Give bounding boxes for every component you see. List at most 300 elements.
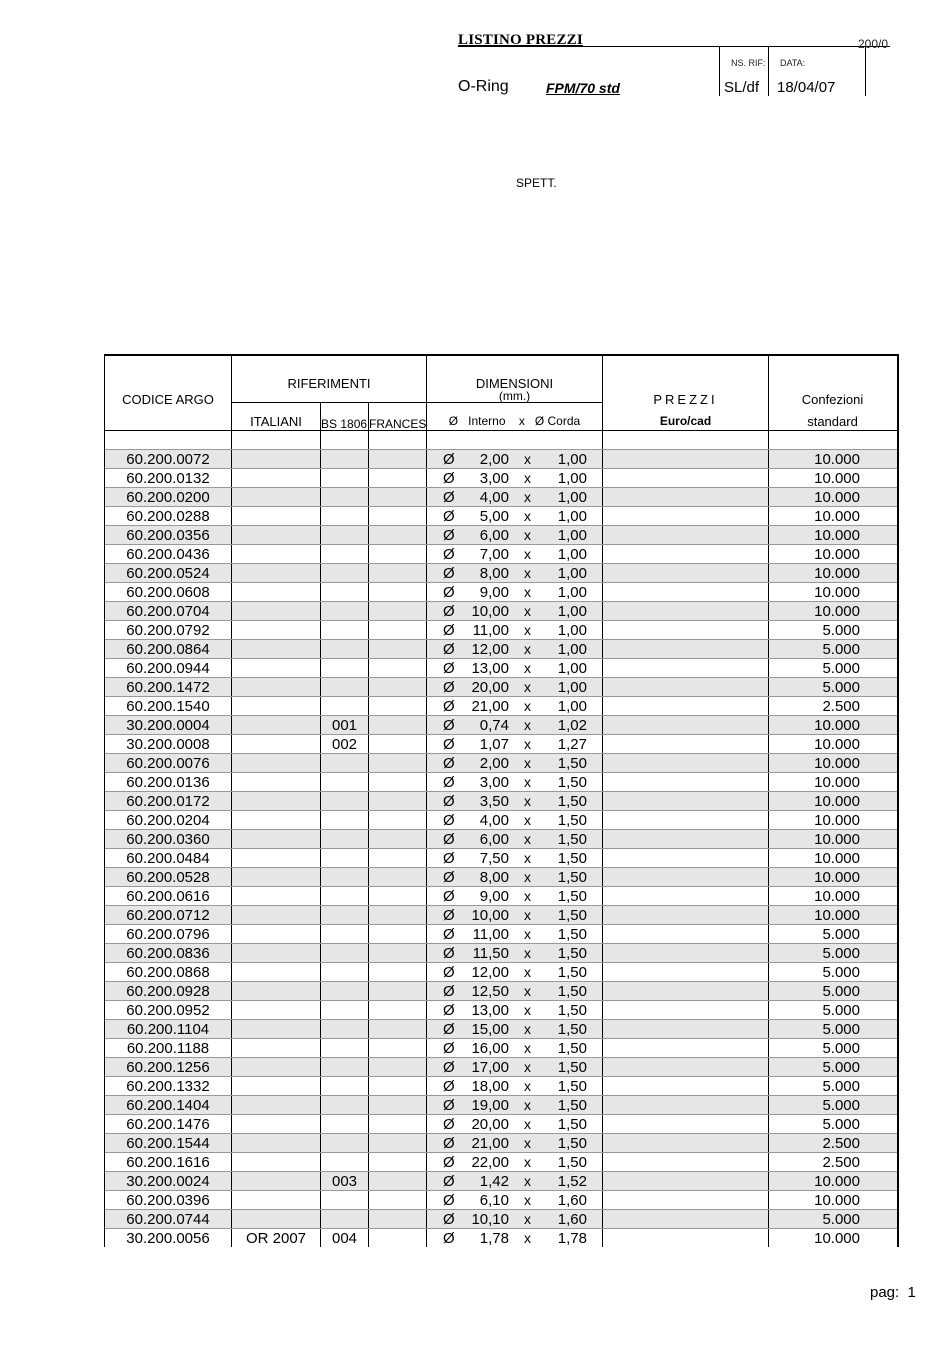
- frances-cell: [369, 792, 427, 810]
- dimensioni-cell: [427, 469, 603, 487]
- table-row: [105, 678, 897, 697]
- bs1806-cell: [321, 849, 369, 867]
- confezione-value: 5.000: [822, 1021, 860, 1038]
- interno-value: 18,00: [471, 1078, 509, 1095]
- codice-cell: 60.200.0944: [105, 659, 232, 677]
- interno-value: 8,00: [479, 565, 509, 582]
- bs1806-cell: [321, 887, 369, 905]
- corda-value: 1,50: [557, 1002, 587, 1019]
- confezione-cell: [769, 526, 896, 544]
- frances-cell: [369, 697, 427, 715]
- frances-cell: [369, 754, 427, 772]
- corda-value: 1,78: [557, 1230, 587, 1247]
- dimensioni-cell: [427, 1172, 603, 1190]
- interno-value: 6,00: [479, 831, 509, 848]
- table-row: [105, 450, 897, 469]
- dimensioni-cell: [427, 830, 603, 848]
- times-symbol: x: [524, 1021, 531, 1037]
- times-symbol: x: [524, 622, 531, 638]
- codice-cell: 60.200.1476: [105, 1115, 232, 1133]
- confezione-cell: [769, 450, 896, 468]
- frances-cell: [369, 811, 427, 829]
- header-codice: [105, 356, 232, 430]
- italiani-cell: OR 2007: [232, 1229, 321, 1247]
- prezzo-cell: [603, 1115, 769, 1133]
- confezione-cell: [769, 906, 896, 924]
- price-table: [104, 354, 899, 1247]
- bs1806-cell: [321, 1039, 369, 1057]
- confezione-value: 5.000: [822, 660, 860, 677]
- times-symbol: x: [524, 527, 531, 543]
- italiani-cell: [232, 526, 321, 544]
- confezione-cell: [769, 678, 896, 696]
- diameter-symbol: Ø: [443, 527, 455, 544]
- header-prezzi: [603, 356, 769, 430]
- times-symbol: x: [524, 451, 531, 467]
- italiani-cell: [232, 1058, 321, 1076]
- italiani-cell: [232, 773, 321, 791]
- interno-value: 2,00: [479, 755, 509, 772]
- confezione-cell: [769, 1153, 896, 1171]
- header-riferimenti: [232, 356, 427, 430]
- times-symbol: x: [524, 1116, 531, 1132]
- codice-cell: 60.200.1616: [105, 1153, 232, 1171]
- confezione-cell: [769, 1001, 896, 1019]
- times-symbol: x: [524, 603, 531, 619]
- italiani-cell: [232, 1001, 321, 1019]
- times-symbol: x: [524, 907, 531, 923]
- dimensioni-cell: [427, 1115, 603, 1133]
- diameter-symbol: Ø: [443, 584, 455, 601]
- frances-cell: [369, 887, 427, 905]
- corda-value: 1,50: [557, 755, 587, 772]
- confezione-value: 5.000: [822, 1211, 860, 1228]
- dimensioni-cell: [427, 982, 603, 1000]
- bs1806-cell: [321, 640, 369, 658]
- corda-value: 1,50: [557, 983, 587, 1000]
- table-row: [105, 963, 897, 982]
- interno-value: 0,74: [479, 717, 509, 734]
- dimensioni-cell: [427, 697, 603, 715]
- interno-value: 1,42: [479, 1173, 509, 1190]
- confezione-value: 10.000: [814, 755, 860, 772]
- frances-cell: [369, 507, 427, 525]
- header-italiani-label: ITALIANI: [250, 414, 302, 429]
- header-dimensioni: [427, 356, 603, 430]
- codice-cell: 60.200.0072: [105, 450, 232, 468]
- dimensioni-cell: [427, 944, 603, 962]
- codice-cell: 60.200.1188: [105, 1039, 232, 1057]
- table-row: [105, 830, 897, 849]
- italiani-cell: [232, 678, 321, 696]
- bs1806-cell: [321, 583, 369, 601]
- table-row: [105, 716, 897, 735]
- confezione-value: 10.000: [814, 850, 860, 867]
- confezione-value: 2.500: [822, 698, 860, 715]
- times-symbol: x: [524, 489, 531, 505]
- times-symbol: x: [524, 1173, 531, 1189]
- diameter-symbol: Ø: [443, 1040, 455, 1057]
- dimensioni-cell: [427, 621, 603, 639]
- confezione-value: 10.000: [814, 508, 860, 525]
- bs1806-cell: [321, 982, 369, 1000]
- prezzo-cell: [603, 1153, 769, 1171]
- frances-cell: [369, 602, 427, 620]
- bs1806-cell: [321, 545, 369, 563]
- prezzo-cell: [603, 906, 769, 924]
- confezione-value: 10.000: [814, 489, 860, 506]
- dimensioni-cell: [427, 849, 603, 867]
- frances-cell: [369, 1058, 427, 1076]
- italiani-cell: [232, 792, 321, 810]
- prezzo-cell: [603, 1191, 769, 1209]
- bs1806-cell: [321, 811, 369, 829]
- confezione-cell: [769, 1134, 896, 1152]
- interno-value: 20,00: [471, 679, 509, 696]
- table-row: [105, 507, 897, 526]
- codice-cell: 60.200.1332: [105, 1077, 232, 1095]
- dimensioni-cell: [427, 716, 603, 734]
- bs1806-cell: [321, 944, 369, 962]
- interno-value: 10,10: [471, 1211, 509, 1228]
- spacer-row: [105, 431, 897, 450]
- bs1806-cell: [321, 659, 369, 677]
- diameter-symbol: Ø: [443, 983, 455, 1000]
- codice-cell: 60.200.0288: [105, 507, 232, 525]
- header-divider: [719, 46, 720, 96]
- prezzo-cell: [603, 1039, 769, 1057]
- prezzo-cell: [603, 925, 769, 943]
- interno-value: 12,00: [471, 964, 509, 981]
- times-symbol: x: [524, 1230, 531, 1246]
- bs1806-cell: [321, 1001, 369, 1019]
- frances-cell: [369, 1134, 427, 1152]
- italiani-cell: [232, 545, 321, 563]
- prezzo-cell: [603, 773, 769, 791]
- dimensioni-cell: [427, 1134, 603, 1152]
- times-symbol: x: [524, 546, 531, 562]
- confezione-value: 5.000: [822, 1002, 860, 1019]
- bs1806-cell: [321, 1153, 369, 1171]
- dimensioni-cell: [427, 868, 603, 886]
- corda-value: 1,50: [557, 1021, 587, 1038]
- table-row: [105, 1001, 897, 1020]
- corda-value: 1,00: [557, 508, 587, 525]
- italiani-cell: [232, 982, 321, 1000]
- diameter-symbol: Ø: [443, 907, 455, 924]
- codice-cell: 60.200.1472: [105, 678, 232, 696]
- date-label: DATA:: [780, 58, 806, 68]
- codice-cell: 60.200.0528: [105, 868, 232, 886]
- frances-cell: [369, 564, 427, 582]
- prezzo-cell: [603, 526, 769, 544]
- dimensioni-cell: [427, 659, 603, 677]
- frances-cell: [369, 963, 427, 981]
- corda-value: 1,50: [557, 1097, 587, 1114]
- table-row: [105, 697, 897, 716]
- confezione-value: 5.000: [822, 1059, 860, 1076]
- bs1806-cell: [321, 678, 369, 696]
- corda-value: 1,50: [557, 964, 587, 981]
- corda-value: 1,60: [557, 1211, 587, 1228]
- prezzo-cell: [603, 678, 769, 696]
- prezzo-cell: [603, 545, 769, 563]
- confezione-cell: [769, 982, 896, 1000]
- confezione-value: 10.000: [814, 584, 860, 601]
- interno-value: 22,00: [471, 1154, 509, 1171]
- dimensioni-cell: [427, 1096, 603, 1114]
- diameter-symbol: Ø: [443, 1173, 455, 1190]
- codice-cell: 30.200.0056: [105, 1229, 232, 1247]
- times-symbol: x: [524, 926, 531, 942]
- codice-cell: 60.200.0436: [105, 545, 232, 563]
- italiani-cell: [232, 564, 321, 582]
- dimensioni-cell: [427, 602, 603, 620]
- dimensioni-cell: [427, 488, 603, 506]
- header-confezioni: [769, 356, 896, 430]
- header-riferimenti-label: RIFERIMENTI: [287, 376, 371, 391]
- dimensioni-cell: [427, 754, 603, 772]
- prezzo-cell: [603, 621, 769, 639]
- italiani-cell: [232, 602, 321, 620]
- interno-value: 6,00: [479, 527, 509, 544]
- bs1806-cell: [321, 1077, 369, 1095]
- table-row: [105, 735, 897, 754]
- dimensioni-cell: [427, 735, 603, 753]
- times-symbol: x: [524, 793, 531, 809]
- italiani-cell: [232, 1153, 321, 1171]
- diameter-symbol: Ø: [443, 451, 455, 468]
- dimensioni-cell: [427, 1153, 603, 1171]
- table-row: [105, 944, 897, 963]
- diameter-symbol: Ø: [443, 1078, 455, 1095]
- frances-cell: [369, 906, 427, 924]
- bs1806-cell: [321, 963, 369, 981]
- codice-cell: 60.200.0484: [105, 849, 232, 867]
- interno-value: 17,00: [471, 1059, 509, 1076]
- header-frances-label: FRANCES: [369, 417, 427, 431]
- frances-cell: [369, 621, 427, 639]
- confezione-value: 2.500: [822, 1135, 860, 1152]
- italiani-cell: [232, 925, 321, 943]
- interno-value: 11,00: [472, 926, 509, 943]
- diameter-symbol: Ø: [443, 926, 455, 943]
- interno-value: 1,07: [479, 736, 509, 753]
- header-dimensioni-label: DIMENSIONI: [475, 376, 554, 391]
- confezione-cell: [769, 583, 896, 601]
- header-confezioni-label: Confezioni: [801, 392, 864, 407]
- codice-cell: 60.200.1540: [105, 697, 232, 715]
- corda-value: 1,00: [557, 584, 587, 601]
- table-row: [105, 602, 897, 621]
- codice-cell: 60.200.0396: [105, 1191, 232, 1209]
- diameter-symbol: Ø: [443, 508, 455, 525]
- table-row: [105, 564, 897, 583]
- table-row: [105, 1020, 897, 1039]
- header-divider: [768, 46, 769, 96]
- confezione-value: 10.000: [814, 565, 860, 582]
- frances-cell: [369, 944, 427, 962]
- times-symbol: x: [524, 1192, 531, 1208]
- italiani-cell: [232, 735, 321, 753]
- corda-value: 1,00: [557, 527, 587, 544]
- times-symbol: x: [524, 641, 531, 657]
- italiani-cell: [232, 754, 321, 772]
- table-row: [105, 887, 897, 906]
- confezione-value: 5.000: [822, 945, 860, 962]
- corda-value: 1,50: [557, 907, 587, 924]
- page-number: pag: 1: [870, 1284, 916, 1301]
- confezione-value: 10.000: [814, 1173, 860, 1190]
- times-symbol: x: [524, 660, 531, 676]
- frances-cell: [369, 488, 427, 506]
- confezione-cell: [769, 1039, 896, 1057]
- dimensioni-cell: [427, 1229, 603, 1247]
- confezione-value: 5.000: [822, 1097, 860, 1114]
- dimensioni-cell: [427, 564, 603, 582]
- interno-value: 3,50: [479, 793, 509, 810]
- italiani-cell: [232, 659, 321, 677]
- prezzo-cell: [603, 1134, 769, 1152]
- table-row: [105, 982, 897, 1001]
- confezione-cell: [769, 944, 896, 962]
- interno-value: 10,00: [471, 603, 509, 620]
- interno-value: 7,50: [479, 850, 509, 867]
- dimensioni-cell: [427, 773, 603, 791]
- dimensioni-cell: [427, 450, 603, 468]
- confezione-cell: [769, 640, 896, 658]
- dimensioni-cell: [427, 792, 603, 810]
- bs1806-cell: [321, 1096, 369, 1114]
- italiani-cell: [232, 1020, 321, 1038]
- frances-cell: [369, 716, 427, 734]
- diameter-symbol: Ø: [443, 546, 455, 563]
- bs1806-cell: [321, 925, 369, 943]
- bs1806-cell: 003: [321, 1172, 369, 1190]
- diameter-symbol: Ø: [443, 869, 455, 886]
- interno-value: 21,00: [471, 698, 509, 715]
- diameter-symbol: Ø: [443, 888, 455, 905]
- confezione-value: 10.000: [814, 470, 860, 487]
- interno-value: 2,00: [479, 451, 509, 468]
- interno-value: 12,00: [471, 641, 509, 658]
- confezione-value: 10.000: [814, 1192, 860, 1209]
- confezione-value: 10.000: [814, 451, 860, 468]
- table-row: [105, 792, 897, 811]
- diameter-symbol: Ø: [443, 717, 455, 734]
- codice-cell: 60.200.0524: [105, 564, 232, 582]
- bs1806-cell: [321, 564, 369, 582]
- times-symbol: x: [524, 945, 531, 961]
- confezione-cell: [769, 1229, 896, 1247]
- date-value: 18/04/07: [777, 79, 836, 96]
- bs1806-cell: [321, 488, 369, 506]
- confezione-value: 10.000: [814, 736, 860, 753]
- confezione-cell: [769, 716, 896, 734]
- prezzo-cell: [603, 1172, 769, 1190]
- confezione-cell: [769, 1172, 896, 1190]
- diameter-symbol: Ø: [443, 850, 455, 867]
- bs1806-cell: [321, 754, 369, 772]
- frances-cell: [369, 640, 427, 658]
- dimensioni-cell: [427, 925, 603, 943]
- confezione-value: 5.000: [822, 1078, 860, 1095]
- table-row: [105, 773, 897, 792]
- interno-value: 3,00: [479, 774, 509, 791]
- frances-cell: [369, 1077, 427, 1095]
- confezione-value: 5.000: [822, 679, 860, 696]
- times-symbol: x: [524, 1154, 531, 1170]
- document-number: 200/0: [858, 37, 889, 51]
- italiani-cell: [232, 830, 321, 848]
- header-codice-label: CODICE ARGO: [122, 392, 214, 407]
- diameter-symbol: Ø: [443, 565, 455, 582]
- table-row: [105, 811, 897, 830]
- times-symbol: x: [524, 736, 531, 752]
- interno-value: 6,10: [479, 1192, 509, 1209]
- confezione-value: 10.000: [814, 546, 860, 563]
- italiani-cell: [232, 583, 321, 601]
- ns-rif-value: SL/df: [724, 79, 760, 96]
- codice-cell: 60.200.0796: [105, 925, 232, 943]
- interno-value: 8,00: [479, 869, 509, 886]
- corda-value: 1,00: [557, 622, 587, 639]
- confezione-cell: [769, 469, 896, 487]
- table-row: [105, 1210, 897, 1229]
- confezione-cell: [769, 830, 896, 848]
- confezione-cell: [769, 659, 896, 677]
- diameter-symbol: Ø: [443, 755, 455, 772]
- italiani-cell: [232, 811, 321, 829]
- table-row: [105, 1191, 897, 1210]
- table-row: [105, 640, 897, 659]
- prezzo-cell: [603, 963, 769, 981]
- confezione-cell: [769, 1058, 896, 1076]
- confezione-value: 5.000: [822, 641, 860, 658]
- interno-value: 7,00: [479, 546, 509, 563]
- table-row: [105, 1134, 897, 1153]
- confezione-value: 10.000: [814, 907, 860, 924]
- frances-cell: [369, 735, 427, 753]
- table-row: [105, 621, 897, 640]
- frances-cell: [369, 545, 427, 563]
- times-symbol: x: [524, 983, 531, 999]
- times-symbol: x: [524, 774, 531, 790]
- corda-value: 1,00: [557, 565, 587, 582]
- confezione-cell: [769, 621, 896, 639]
- italiani-cell: [232, 1077, 321, 1095]
- prezzo-cell: [603, 697, 769, 715]
- diameter-symbol: Ø: [443, 831, 455, 848]
- confezione-cell: [769, 1020, 896, 1038]
- bs1806-cell: [321, 526, 369, 544]
- dimensioni-cell: [427, 1020, 603, 1038]
- corda-value: 1,50: [557, 831, 587, 848]
- times-symbol: x: [524, 812, 531, 828]
- confezione-value: 10.000: [814, 793, 860, 810]
- times-symbol: x: [524, 888, 531, 904]
- prezzo-cell: [603, 640, 769, 658]
- diameter-symbol: Ø: [443, 1192, 455, 1209]
- diameter-symbol: Ø: [443, 793, 455, 810]
- times-symbol: x: [524, 470, 531, 486]
- times-symbol: x: [524, 1040, 531, 1056]
- frances-cell: [369, 1153, 427, 1171]
- codice-cell: 60.200.1104: [105, 1020, 232, 1038]
- diameter-symbol: Ø: [443, 603, 455, 620]
- confezione-value: 10.000: [814, 774, 860, 791]
- dimensioni-cell: [427, 906, 603, 924]
